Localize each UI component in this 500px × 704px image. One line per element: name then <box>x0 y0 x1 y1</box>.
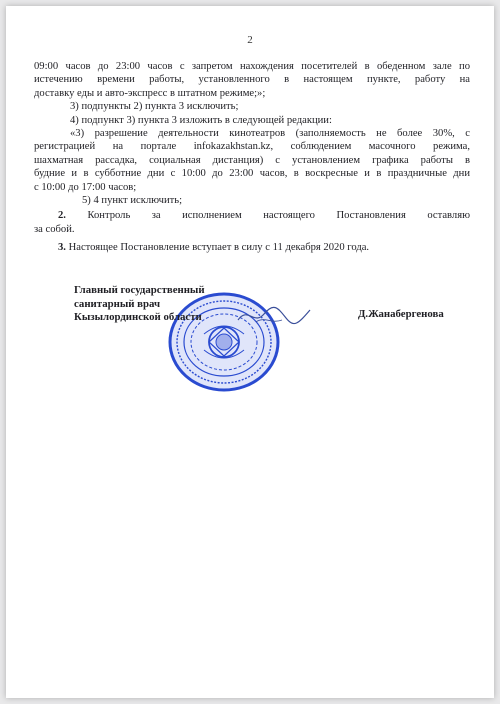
text-line: 09:00 часов до 23:00 часов с запретом нахождения посетителей в обеденном зале по <box>34 61 470 72</box>
paragraph-2 <box>34 209 470 222</box>
title-line: Кызылординской области <box>74 311 202 324</box>
subitem-4: 4) подпункт 3) пункта 3 изложить в следующей редакции: <box>70 114 332 126</box>
text-line: будние и в субботние дни с 10:00 до 23:00 часов, в воскресные и в праздничные дни <box>34 168 470 180</box>
text-line: истечению времени работы, установленного в настоящем пункте, работу на <box>34 74 470 86</box>
text-line: доставку еды и авто-экспресс в штатном режиме;»; <box>34 87 266 99</box>
paragraph-number: 3. <box>58 242 66 254</box>
title-line: Главный государственный <box>74 284 205 296</box>
text-line: шахматная рассадка, социальная дистанция) с установлением графика работы в <box>34 154 470 166</box>
paragraph-3 <box>34 241 470 254</box>
text-line: за собой. <box>34 223 75 235</box>
text-line: с 10:00 до 17:00 часов; <box>34 181 137 193</box>
paragraph-text: Настоящее Постановление вступает в силу с 11 декабря 2020 года. <box>68 242 370 254</box>
page-number: 2 <box>247 34 253 46</box>
subitem-5: 5) 4 пункт исключить; <box>82 195 183 207</box>
subitem-3: 3) подпункты 2) пункта 3 исключить; <box>70 101 239 113</box>
signatory-title <box>74 284 205 325</box>
resolution-body <box>34 60 470 255</box>
signatory-name: Д.Жанабергенова <box>358 308 444 320</box>
title-line: санитарный врач <box>74 297 161 310</box>
text-line: регистрацией на портале infokazakhstan.kz, соблюдением масочного режима, <box>34 141 470 153</box>
handwritten-signature <box>234 302 314 330</box>
paragraph-text: Контроль за исполнением настоящего Постановления оставляю <box>87 210 470 222</box>
paragraph-number: 2. <box>58 210 66 222</box>
document-page <box>6 6 494 698</box>
text-line: «3) разрешение деятельности кинотеатров (заполняемость не более 30%, с <box>70 128 470 140</box>
